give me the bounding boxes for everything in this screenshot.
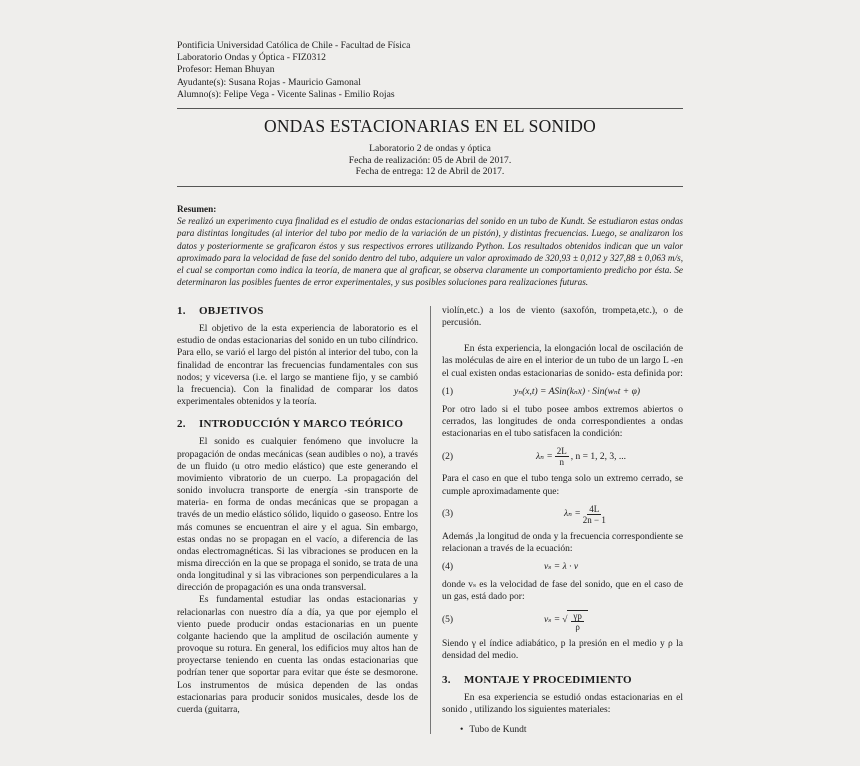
section-title: INTRODUCCIÓN Y MARCO TEÓRICO bbox=[199, 418, 404, 431]
section-number: 1. bbox=[177, 305, 186, 317]
section-number: 2. bbox=[177, 418, 186, 431]
subtitle-lab: Laboratorio 2 de ondas y óptica bbox=[369, 143, 491, 154]
paragraph: Es fundamental estudiar las ondas estacionarias y relacionarlas con nuestro día a día, ya que por ejemplo el viento puede producir ondas estacionarias en un puente colgante haciendo que la amplitud de oscilación aumente y provoque su rotura. En general, los edificios muy altos han de proyectarse teniendo en cuenta las ondas estacionarias que podrían tener que soportar para evitar que éste se desmorone. Los instrumentos de música dependen de las ondas estacionarias para producir sonidos musicales, desde los de cuerda (guitarra, bbox=[177, 595, 418, 715]
section-heading-objetivos bbox=[177, 305, 418, 317]
section-heading-introduccion bbox=[177, 418, 418, 430]
numerator: γp bbox=[573, 610, 582, 621]
numerator: 2L bbox=[556, 446, 567, 457]
numerator: 4L bbox=[589, 503, 600, 514]
equation-number: (2) bbox=[442, 451, 454, 462]
fraction bbox=[555, 446, 569, 467]
fraction bbox=[571, 611, 583, 632]
sqrt-body bbox=[567, 610, 587, 632]
denominator: ρ bbox=[575, 621, 580, 632]
top-rule bbox=[177, 108, 683, 109]
fraction bbox=[583, 504, 606, 525]
equation-expression: vₛ = λ · ν bbox=[544, 562, 579, 573]
section-number: 3. bbox=[442, 673, 451, 686]
equation-lhs: λₙ = bbox=[536, 451, 553, 462]
equation-expression: yₙ(x,t) = ASin(kₙx) · Sin(wₙt + φ) bbox=[514, 386, 641, 397]
abstract-text: Se realizó un experimento cuya finalidad es el estudio de ondas estacionarias del sonido en un tubo de Kundt. Se estudiaron estas ondas para distintas longitudes (al interior del tubo por medio de la variación de un pistón), y distintas frecuencias. Luego, se analizaron los datos y posteriormente se graficaron éstos y sus respectivos errores utilizando Python. Los resultados obtenidos indican que un valor aproximado para la velocidad de fase del sonido dentro del tubo, adquiere un valor aproximado de 320,93 ± 0,012 y 327,88 ± 0,063 m/s, el cual se comportan como indica la teoría, de manera que al graficar, se observa claramente un comportamiento predicho por ésta. Se determinaron las posibles fuentes de error experimentales, y sus posibles soluciones para realizaciones futuras. bbox=[177, 216, 683, 288]
sqrt-sign: √ bbox=[562, 615, 568, 626]
paragraph: El objetivo de la esta experiencia de laboratorio es el estudio de ondas estacionarias del sonido en un tubo cilíndrico. Para ello, se varió el largo del pistón al interior del tubo, con la finalidad de encontrar las frecuencias fundamentales con sus nodos; y viceversa (i.e. el largo se mantiene fijo, y se cambió la frecuencia). Con la finalidad de comparar los datos experimentales obtenidos y la teoría. bbox=[177, 324, 418, 408]
paragraph: violín,etc.) a los de viento (saxofón, trompeta,etc.), o de percusión. bbox=[442, 306, 683, 329]
right-column bbox=[442, 305, 683, 736]
mid-rule bbox=[177, 186, 683, 187]
section-title: MONTAJE Y PROCEDIMIENTO bbox=[464, 673, 632, 686]
page-title: ONDAS ESTACIONARIAS EN EL SONIDO bbox=[264, 116, 596, 136]
section-title: OBJETIVOS bbox=[199, 305, 264, 317]
equation-number: (1) bbox=[442, 386, 454, 397]
paragraph: Por otro lado si el tubo posee ambos extremos abiertos o cerrados, las longitudes de onda correspondientes a ondas estacionarias en el tubo satisfacen la condición: bbox=[442, 404, 683, 440]
abstract-label: Resumen: bbox=[177, 204, 217, 214]
header-professor: Profesor: Heman Bhuyan bbox=[177, 64, 275, 76]
equation-lhs: λₙ = bbox=[564, 509, 581, 520]
paragraph: Siendo γ el índice adiabático, p la presión en el medio y ρ la densidad del medio. bbox=[442, 638, 683, 661]
equation-number: (3) bbox=[442, 509, 454, 520]
equation-1 bbox=[442, 386, 683, 398]
equation-2 bbox=[442, 446, 683, 467]
paragraph: En ésta experiencia, la elongación local de oscilación de las moléculas de aire en el interior de un tubo de un largo L -en el cual existen ondas estacionarias de sonido- esta definida por: bbox=[442, 344, 683, 379]
equation-rhs: , n = 1, 2, 3, ... bbox=[570, 451, 626, 462]
abstract bbox=[177, 203, 683, 288]
equation-lhs: vₛ = bbox=[544, 615, 561, 626]
header-block bbox=[177, 40, 410, 101]
equation-number: (4) bbox=[442, 562, 454, 573]
paragraph: donde vₛ es la velocidad de fase del sonido, que en el caso de un gas, está dado por: bbox=[442, 580, 683, 603]
subtitle-block bbox=[177, 143, 683, 178]
equation-number: (5) bbox=[442, 615, 454, 626]
subtitle-date-due: Fecha de entrega: 12 de Abril de 2017. bbox=[355, 166, 505, 177]
header-university: Pontificia Universidad Católica de Chile - Facultad de Física bbox=[177, 40, 411, 51]
header-assistants: Ayudante(s): Susana Rojas - Mauricio Gamonal bbox=[177, 76, 361, 88]
header-students: Alumno(s): Felipe Vega - Vicente Salinas - Emilio Rojas bbox=[177, 88, 395, 100]
subtitle-date-done: Fecha de realización: 05 de Abril de 2017. bbox=[348, 154, 512, 166]
section-heading-montaje bbox=[442, 674, 683, 686]
column-separator bbox=[430, 306, 431, 734]
paragraph: Además ,la longitud de onda y la frecuencia correspondiente se relacionan a través de la ecuación: bbox=[442, 531, 683, 554]
paragraph: En esa experiencia se estudió ondas estacionarias en el sonido , utilizando los siguientes materiales: bbox=[442, 692, 683, 716]
header-course: Laboratorio Ondas y Óptica - FIZ0312 bbox=[177, 52, 326, 64]
equation-5 bbox=[442, 610, 683, 632]
equation-3 bbox=[442, 504, 683, 525]
denominator: n bbox=[559, 457, 565, 468]
left-column bbox=[177, 305, 418, 716]
paragraph: Para el caso en que el tubo tenga solo un extremo cerrado, se cumple aproximadamente que: bbox=[442, 474, 683, 497]
equation-4 bbox=[442, 561, 683, 573]
list-item: • Tubo de Kundt bbox=[460, 724, 683, 736]
denominator: 2n − 1 bbox=[582, 514, 606, 525]
paragraph: El sonido es cualquier fenómeno que involucre la propagación de ondas mecánicas (sean audibles o no), a través de un fluido (u otro medio elástico) que este generando el movimiento vibratorio de un cuerpo. La propagación del sonido involucra transporte de energía -sin transporte de materia- en forma de ondas mecánicas que se propagan a través de un medio elástico sólido, liquido o gaseoso. Entre los más comunes se encuentran el aire y el agua. Sin embargo, estas ondas no se propagan en el vacío, a diferencia de las ondas electromagnéticas. Si las vibraciones se producen en la misma dirección en la que se propaga el sonido, se trata de una onda longitudinal y si las vibraciones son perpendiculares a la dirección de propagación es una onda transversal. bbox=[177, 437, 418, 594]
